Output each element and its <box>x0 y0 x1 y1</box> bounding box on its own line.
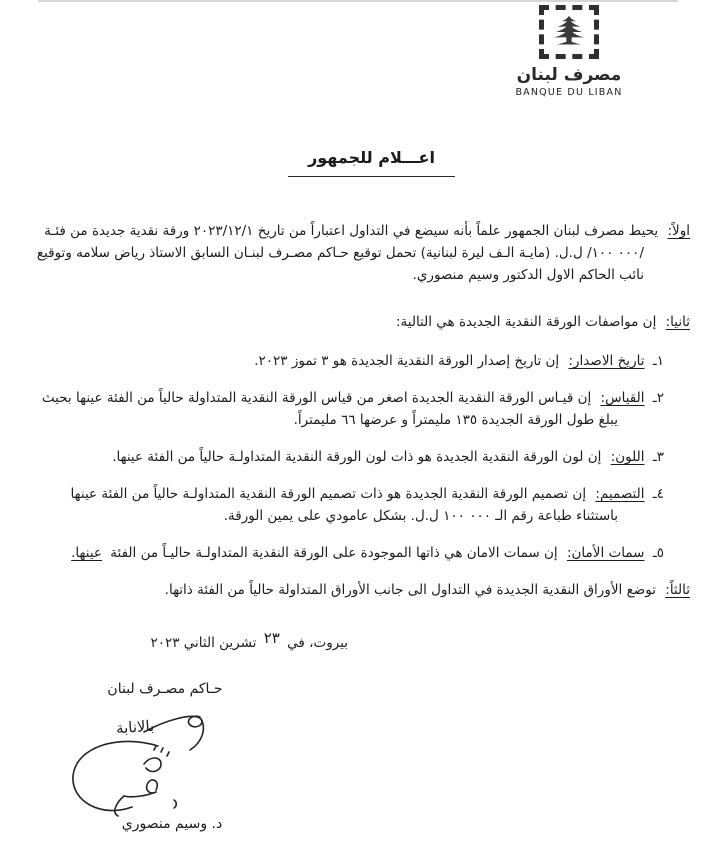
section-label-third: ثالثاً: <box>665 582 690 598</box>
item-number: ١ـ <box>652 353 664 369</box>
item-heading: التصميم: <box>595 486 645 502</box>
date-rest: تشرين الثاني ٢٠٢٣ <box>150 635 257 651</box>
document-title: اعـــلام للجمهور <box>288 148 455 177</box>
governor-title: حـاكم مصـرف لبنان <box>107 681 223 697</box>
item-number: ٣ـ <box>652 449 664 465</box>
bank-name-arabic: مصرف لبنان <box>516 65 622 85</box>
item-number: ٥ـ <box>652 545 664 561</box>
signer-name: د. وسيم منصوري <box>121 816 223 832</box>
item-text: إن لون الورقة النقدية الجديدة هو ذات لون الورقة النقدية المتداولـة حالياً من الفئة عينها. <box>112 449 602 465</box>
item-text: إن قيـاس الورقة النقدية الجديدة اصغر من قياس الورقة النقدية المتداولة حالياً من الفئة عينها بحيث يبلغ طول الورقة الجديدة ١٣٥ مليمتراً و عرضها ٦٦ مليمتراً. <box>41 390 618 428</box>
specification-list <box>36 350 690 564</box>
bank-logo <box>513 5 625 98</box>
place-date-prefix: بيروت، في <box>287 635 348 651</box>
list-item-size <box>36 387 664 431</box>
item-heading: سمات الأمان: <box>566 545 645 561</box>
item-text: إن تصميم الورقة النقدية الجديدة هو ذات تصميم الورقة النقدية المتداولـة حالياً من الفئة عينها باستثناء طباعة رقم الـ ١٠٠ ٠٠٠ ل.ل. بشكل عامودي على يمين الورقة. <box>70 486 618 524</box>
paragraph-second <box>36 311 690 333</box>
item-heading: تاريخ الاصدار: <box>568 353 645 369</box>
list-item-issue-date <box>36 350 664 372</box>
item-number: ٤ـ <box>652 486 664 502</box>
by-proxy-handwritten-note: بالانابة <box>115 716 155 738</box>
scan-artifact-top-edge <box>38 0 678 2</box>
section-text-second: إن مواصفات الورقة النقدية الجديدة هي التالية: <box>395 314 657 330</box>
paragraph-third <box>36 579 690 601</box>
handwritten-day-number: ٢٣ <box>263 629 280 647</box>
paragraph-first <box>36 220 690 286</box>
item-number: ٢ـ <box>652 390 664 406</box>
section-text-third: توضع الأوراق النقدية الجديدة في التداول الى جانب الأوراق المتداولة حالياً من الفئة ذاتها. <box>164 582 656 598</box>
item-heading: اللون: <box>610 449 645 465</box>
section-label-first: اولاً: <box>667 223 690 239</box>
signature-block <box>58 706 263 821</box>
item-text-underlined-end: عينها. <box>71 545 102 561</box>
cedar-tree-icon <box>549 15 589 49</box>
list-item-color <box>36 446 664 468</box>
section-label-second: ثانيا: <box>665 314 690 330</box>
item-text: إن تاريخ إصدار الورقة النقدية الجديدة هو ٣ تموز ٢٠٢٣. <box>254 353 560 369</box>
bank-name-latin: BANQUE DU LIBAN <box>515 87 623 98</box>
section-text-first: يحيط مصرف لبنان الجمهور علماً بأنه سيضع في التداول اعتباراً من تاريخ ٢٠٢٣/١٢/١ ورقة نقدية جديدة من فئـة /١٠٠ ٠٠٠/ ل.ل. (مايـة الـف ليرة لبنانية) تحمل توقيع حـاكم مصـرف لبنـان السابق الاستاذ رياض سلامه وتوقيع نائب الحاكم الاول الدكتور وسيم منصوري. <box>36 223 659 283</box>
place-date-line <box>70 629 348 651</box>
item-text: إن سمات الامان هي ذاتها الموجودة على الورقة النقدية المتداولـة حاليـاً من الفئة <box>110 545 558 561</box>
title-row <box>0 148 719 177</box>
document-body <box>36 220 690 601</box>
item-heading: القياس: <box>600 390 645 406</box>
list-item-security-features <box>36 542 664 564</box>
handwritten-signature-scribble <box>58 706 263 821</box>
cedar-logo-frame <box>539 5 599 59</box>
list-item-design <box>36 483 664 527</box>
